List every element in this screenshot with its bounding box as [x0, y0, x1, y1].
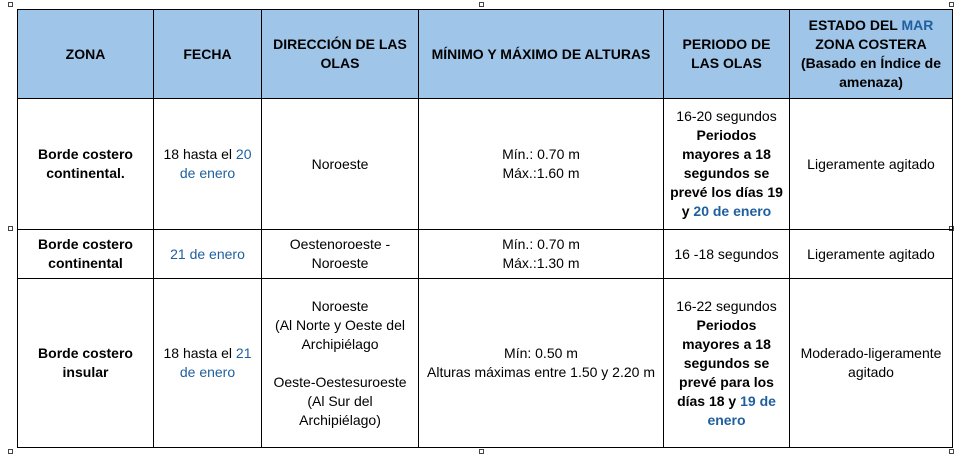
fecha-cell	[154, 230, 262, 279]
resize-handle-bottom-left[interactable]	[8, 449, 13, 454]
fecha-text: 18 hasta el	[163, 146, 236, 162]
resize-handle-bottom-right[interactable]	[949, 449, 954, 454]
table-row	[18, 279, 953, 448]
direccion-cell: Noroeste	[262, 99, 419, 230]
header-alturas: MÍNIMO Y MÁXIMO DE ALTURAS	[419, 10, 664, 99]
periodo-cell: 16 -18 segundos	[664, 230, 790, 279]
resize-handle-top-left[interactable]	[8, 2, 13, 7]
periodo-text: 16-20 segundos	[676, 108, 777, 124]
periodo-note: Periodos mayores a 18 segundos se prevé para los días 18 y	[677, 316, 774, 409]
resize-handle-top-right[interactable]	[949, 2, 954, 7]
wave-forecast-table	[17, 9, 953, 448]
alturas-cell	[419, 279, 664, 448]
direccion-cell	[262, 279, 419, 448]
direccion-south: Oeste-Oestesuroeste	[273, 373, 407, 390]
periodo-cell	[664, 279, 790, 448]
resize-handle-bottom-center[interactable]	[479, 449, 484, 454]
periodo-date-link[interactable]: 20 de enero	[693, 203, 772, 219]
header-estado-mar-link[interactable]: MAR	[901, 17, 934, 33]
fecha-link[interactable]: 21 de enero	[179, 345, 252, 380]
altura-min: Mín.: 0.70 m	[502, 146, 580, 162]
table-row	[18, 99, 953, 230]
fecha-cell	[154, 279, 262, 448]
altura-min: Mín.: 0.70 m	[502, 236, 580, 252]
header-estado-pre: ESTADO DEL	[808, 17, 902, 33]
estado-cell: Moderado-ligeramente agitado	[790, 279, 953, 448]
resize-handle-top-center[interactable]	[479, 2, 484, 7]
alturas-cell	[419, 99, 664, 230]
direccion-north-note: (Al Norte y Oeste del Archipiélago	[275, 316, 405, 352]
table-header-row	[18, 10, 953, 99]
header-direccion: DIRECCIÓN DE LAS OLAS	[262, 10, 419, 99]
altura-max: Alturas máximas entre 1.50 y 2.20 m	[427, 364, 655, 380]
fecha-cell	[154, 99, 262, 230]
periodo-note: Periodos mayores a 18 segundos se prevé los días 19 y	[670, 127, 783, 219]
header-zona: ZONA	[18, 10, 154, 99]
fecha-text: 18 hasta el	[163, 345, 236, 361]
header-estado-note: (Basado en Índice de amenaza)	[800, 55, 942, 90]
header-periodo: PERIODO DE LAS OLAS	[664, 10, 790, 99]
header-fecha: FECHA	[154, 10, 262, 99]
altura-min: Mín: 0.50 m	[504, 345, 578, 361]
resize-handle-middle-left[interactable]	[8, 226, 13, 231]
estado-cell: Ligeramente agitado	[790, 230, 953, 279]
estado-cell: Ligeramente agitado	[790, 99, 953, 230]
alturas-cell	[419, 230, 664, 279]
header-estado-post: ZONA COSTERA	[815, 36, 927, 52]
table-row	[18, 230, 953, 279]
direccion-cell: Oestenoroeste - Noroeste	[262, 230, 419, 279]
fecha-link[interactable]: 20 de enero	[179, 146, 252, 181]
fecha-link[interactable]: 21 de enero	[170, 245, 245, 262]
direccion-south-note: (Al Sur del Archipiélago)	[299, 392, 381, 428]
zona-cell: Borde costero insular	[18, 279, 154, 448]
header-estado	[790, 10, 953, 99]
direccion-north: Noroeste	[311, 297, 369, 314]
periodo-cell	[664, 99, 790, 230]
altura-max: Máx.:1.60 m	[502, 165, 580, 181]
periodo-date-link[interactable]: 19 de enero	[707, 392, 776, 428]
zona-cell: Borde costero continental.	[18, 99, 154, 230]
zona-cell: Borde costero continental	[18, 230, 154, 279]
periodo-text: 16-22 segundos	[676, 297, 777, 314]
altura-max: Máx.:1.30 m	[502, 255, 580, 271]
